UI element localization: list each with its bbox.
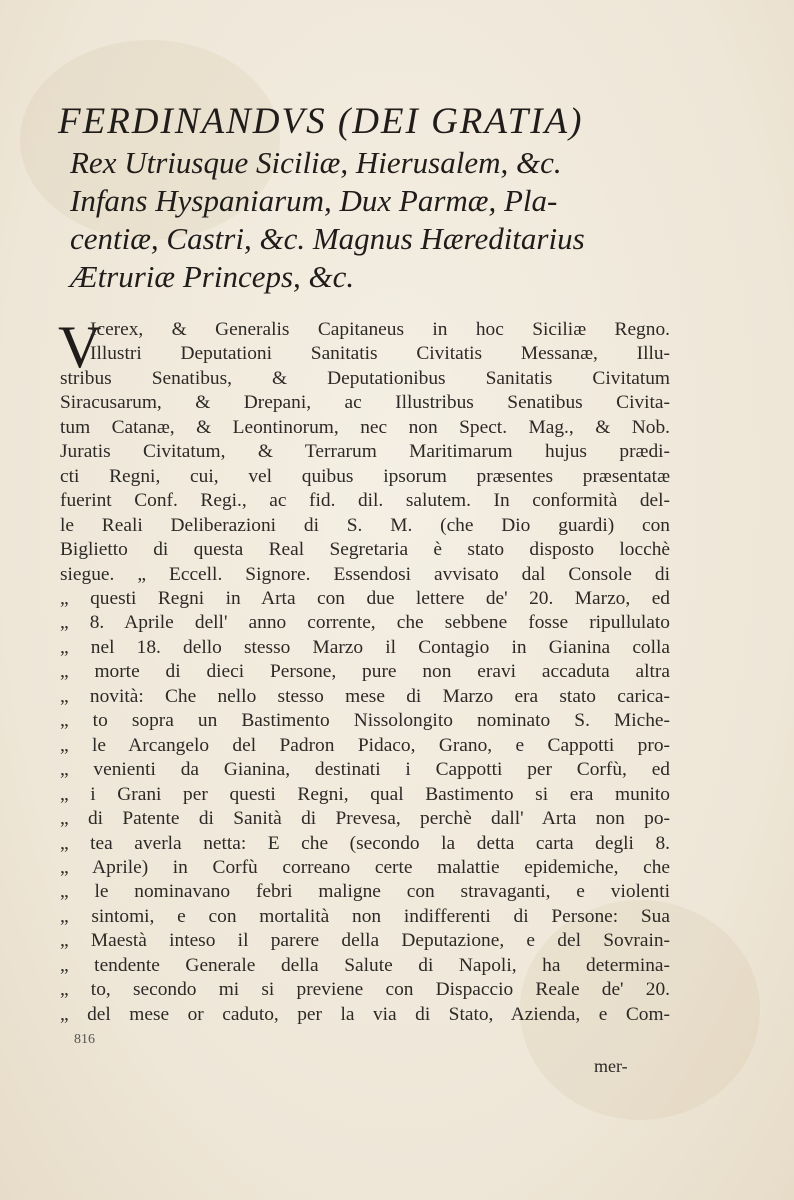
body-line: stribus Senatibus, & Deputationibus Sanitatis Civitatum	[60, 367, 670, 389]
signature-mark: 816	[74, 1032, 95, 1047]
body-line: „ to, secondo mi si previene con Dispaccio Reale de' 20.	[60, 979, 670, 1001]
body-line: „ to sopra un Bastimento Nissolongito nominato S. Miche-	[60, 710, 670, 732]
body-line: fuerint Conf. Regi., ac fid. dil. salutem. In conformità del-	[60, 490, 670, 512]
drop-cap: V	[58, 314, 102, 380]
body-line: „ Maestà inteso il parere della Deputazione, e del Sovrain-	[60, 930, 670, 952]
decree-body	[58, 314, 670, 1027]
body-line: „ del mese or caduto, per la via di Stato, Azienda, e Com-	[60, 1003, 670, 1025]
body-line: „ tendente Generale della Salute di Napoli, ha determina-	[60, 954, 670, 976]
body-line: „ questi Regni in Arta con due lettere de' 20. Marzo, ed	[60, 587, 670, 609]
body-line: tum Catanæ, & Leontinorum, nec non Spect. Mag., & Nob.	[60, 416, 670, 438]
body-line: le Reali Deliberazioni di S. M. (che Dio guardi) con	[60, 514, 670, 536]
title-line-3: Infans Hyspaniarum, Dux Parmæ, Pla-	[70, 183, 558, 218]
body-line: „ tea averla netta: E che (secondo la detta carta degli 8.	[60, 832, 670, 854]
body-line: „ 8. Aprile dell' anno corrente, che sebbene fosse ripullulato	[60, 612, 670, 634]
body-line: „ morte di dieci Persone, pure non eravi accaduta altra	[60, 661, 670, 683]
title-line-2: Rex Utriusque Siciliæ, Hierusalem, &c.	[70, 145, 562, 180]
body-line: siegue. „ Eccell. Signore. Essendosi avvisato dal Console di	[60, 563, 670, 585]
title-line-5: Ætruriæ Princeps, &c.	[70, 259, 355, 294]
body-line: „ Aprile) in Corfù correano certe malattie epidemiche, che	[60, 856, 670, 878]
body-line: Icerex, & Generalis Capitaneus in hoc Siciliæ Regno.	[90, 319, 670, 340]
title-line-4: centiæ, Castri, &c. Magnus Hæreditarius	[70, 221, 585, 256]
catchword: mer-	[594, 1056, 628, 1076]
body-line: Illustri Deputationi Sanitatis Civitatis Messanæ, Illu-	[90, 343, 670, 365]
body-line: Biglietto di questa Real Segretaria è stato disposto locchè	[60, 539, 670, 561]
body-line: „ le Arcangelo del Padron Pidaco, Grano, e Cappotti pro-	[60, 734, 670, 756]
body-line: „ venienti da Gianina, destinati i Cappotti per Corfù, ed	[60, 759, 670, 781]
decree-title	[58, 100, 678, 296]
body-line: „ le nominavano febri maligne con stravaganti, e violenti	[60, 881, 670, 903]
body-line: „ sintomi, e con mortalità non indifferenti di Persone: Sua	[60, 905, 670, 927]
title-line-1: FERDINANDVS (DEI GRATIA)	[58, 101, 584, 142]
body-line: Siracusarum, & Drepani, ac Illustribus Senatibus Civita-	[60, 392, 670, 414]
body-line: „ di Patente di Sanità di Prevesa, perchè dall' Arta non po-	[60, 808, 670, 830]
body-line: Juratis Civitatum, & Terrarum Maritimarum hujus prædi-	[60, 441, 670, 463]
body-line: „ i Grani per questi Regni, qual Bastimento si era munito	[60, 783, 670, 805]
body-line: cti Regni, cui, vel quibus ipsorum præsentes præsentatæ	[60, 465, 670, 487]
body-line: „ nel 18. dello stesso Marzo il Contagio in Gianina colla	[60, 636, 670, 658]
body-line: „ novità: Che nello stesso mese di Marzo era stato carica-	[60, 685, 670, 707]
